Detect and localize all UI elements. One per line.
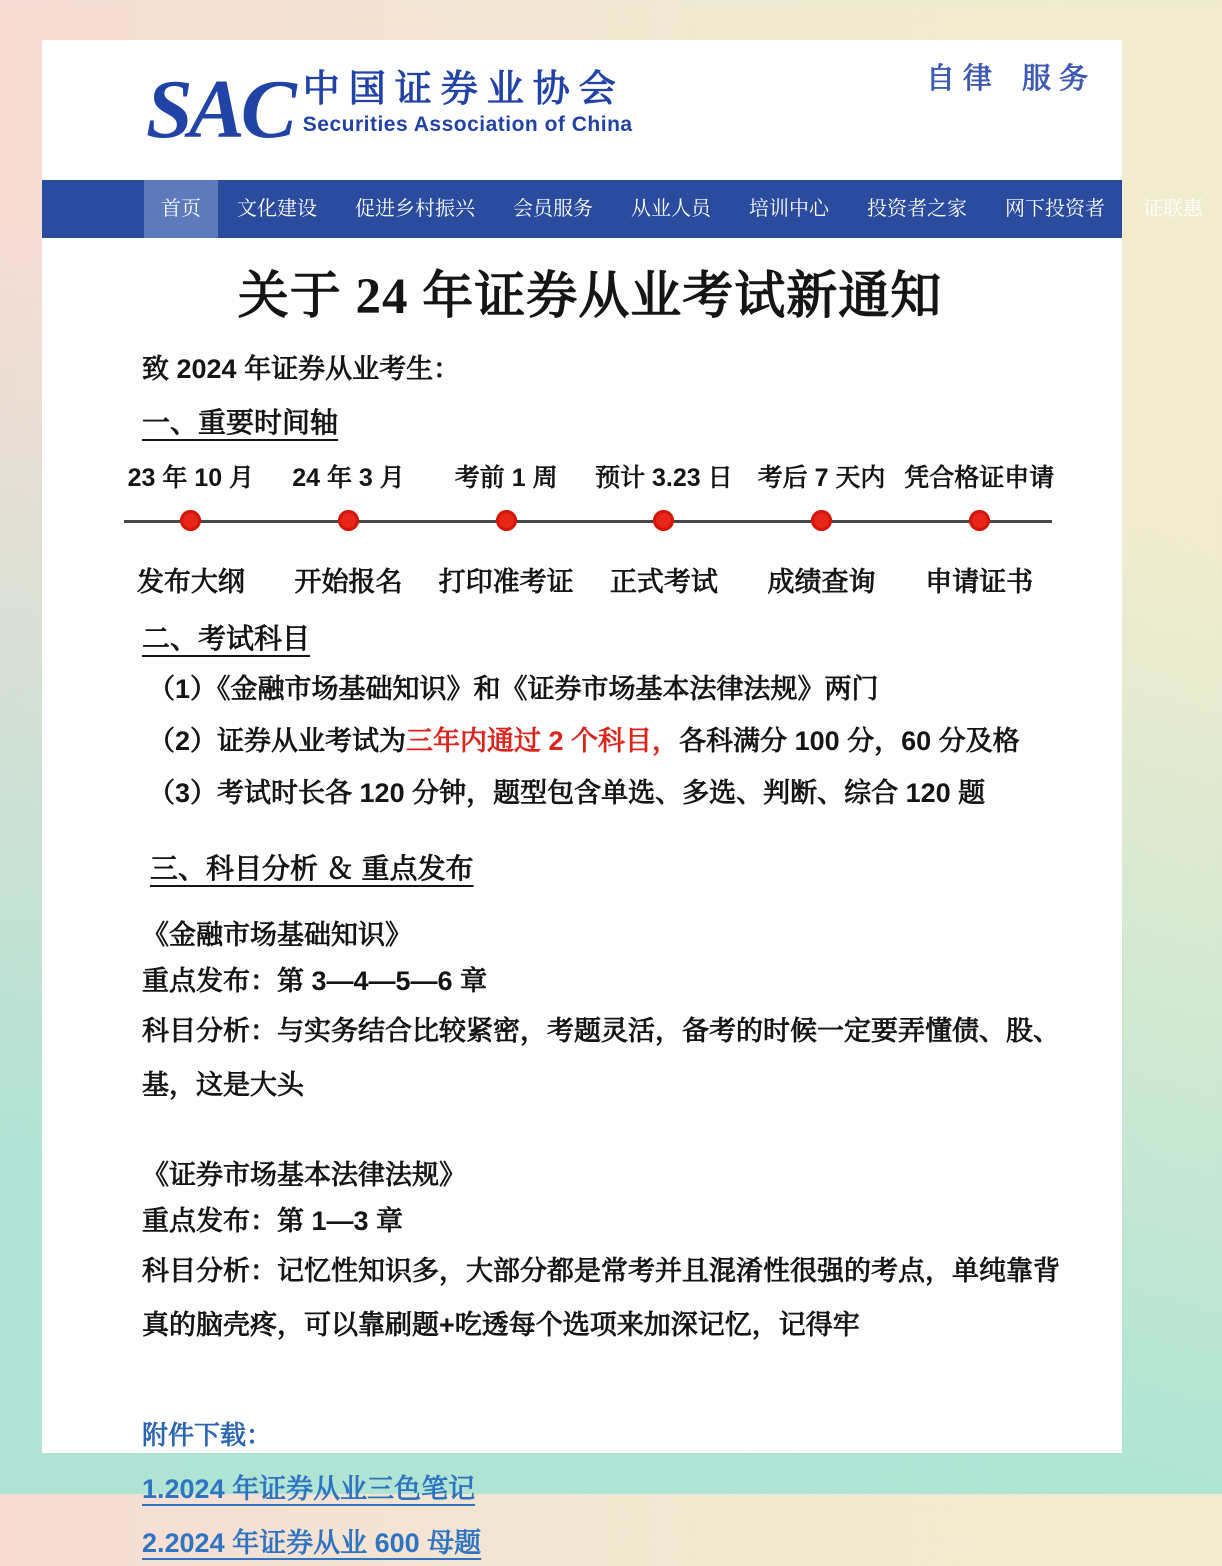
timeline-dot [969, 510, 990, 531]
site-motto [926, 56, 1096, 97]
salutation: 致 2024 年证券从业考生： [142, 354, 461, 384]
sac-logo-chinese-name: 中国证券业协会 [302, 68, 625, 109]
motto-word-2: 服务 [1021, 63, 1096, 95]
section-heading-timeline: 一、重要时间轴 [142, 407, 339, 438]
timeline-dot [338, 510, 359, 531]
exam-item-2: （2）证券从业考试为三年内通过 2 个科目，各科满分 100 分，60 分及格 [148, 726, 1020, 756]
timeline-time: 考后 7 天内 [757, 464, 886, 492]
sac-logo[interactable] [146, 60, 633, 160]
nav-item-investor-home[interactable]: 投资者之家 [867, 198, 967, 220]
nav-item-zhenglianhui[interactable]: 证联惠 [1143, 198, 1203, 220]
timeline-time: 24 年 3 月 [292, 464, 405, 492]
main-nav [42, 180, 1203, 238]
nav-item-culture[interactable]: 文化建设 [237, 198, 317, 220]
page-title: 关于 24 年证券从业考试新通知 [237, 269, 943, 325]
section-heading-subjects: 二、考试科目 [142, 623, 311, 654]
timeline-time: 考前 1 周 [454, 464, 558, 492]
timeline-event: 打印准考证 [438, 567, 574, 597]
subject-focus: 重点发布：第 1—3 章 [142, 1206, 404, 1236]
motto-word-1: 自律 [925, 63, 1000, 95]
attachment-link-notes[interactable]: 1.2024 年证券从业三色笔记 [142, 1474, 476, 1504]
article-content [42, 264, 1122, 1566]
timeline-time: 23 年 10 月 [127, 464, 255, 492]
nav-item-training-center[interactable]: 培训中心 [749, 198, 829, 220]
sac-logo-letters: SAC [146, 63, 293, 156]
nav-item-member-services[interactable]: 会员服务 [513, 198, 593, 220]
exam-item-1: （1）《金融市场基础知识》和《证券市场基本法律法规》两门 [148, 674, 879, 704]
nav-item-rural-revitalization[interactable]: 促进乡村振兴 [355, 198, 475, 220]
nav-item-practitioners[interactable]: 从业人员 [631, 198, 711, 220]
nav-item-offline-investors[interactable]: 网下投资者 [1005, 198, 1105, 220]
timeline-event: 发布大纲 [136, 567, 245, 597]
subject-name: 《金融市场基础知识》 [142, 920, 412, 950]
sac-logo-english-name: Securities Association of China [302, 113, 633, 136]
timeline-event: 开始报名 [294, 567, 403, 597]
timeline-event: 成绩查询 [767, 567, 876, 597]
timeline-dot [653, 510, 674, 531]
page-card [42, 40, 1203, 1558]
timeline-time: 预计 3.23 日 [595, 464, 733, 492]
timeline-dot [180, 510, 201, 531]
nav-item-home[interactable]: 首页 [144, 180, 218, 238]
subject-focus: 重点发布：第 3—4—5—6 章 [142, 966, 488, 996]
subject-analysis: 科目分析：记忆性知识多，大部分都是常考并且混淆性很强的考点，单纯靠背真的脑壳疼，可以靠刷题+吃透每个选项来加深记忆，记得牢 [142, 1256, 1060, 1340]
site-header [42, 40, 1122, 180]
highlighted-rule-text: 三年内通过 2 个科目， [406, 726, 680, 756]
subject-laws-regulations [142, 1152, 1078, 1352]
subject-analysis: 科目分析：与实务结合比较紧密，考题灵活，备考的时候一定要弄懂债、股、基，这是大头 [142, 1016, 1060, 1100]
exam-item-3: （3）考试时长各 120 分钟，题型包含单选、多选、判断、综合 120 题 [148, 778, 986, 808]
timeline-event: 正式考试 [609, 567, 718, 597]
timeline-event: 申请证书 [925, 567, 1034, 597]
subject-finance-basics [142, 912, 1078, 1112]
attachments-section [142, 1412, 1078, 1566]
timeline-time-labels [112, 458, 1058, 498]
subject-name: 《证券市场基本法律法规》 [142, 1160, 466, 1190]
timeline-time: 凭合格证申请 [904, 464, 1055, 492]
timeline-event-labels [112, 544, 1058, 602]
exam-timeline [112, 458, 1058, 602]
attachment-link-questions[interactable]: 2.2024 年证券从业 600 母题 [142, 1528, 482, 1558]
attachments-heading: 附件下载： [142, 1420, 273, 1450]
timeline-dot [496, 510, 517, 531]
section-heading-analysis: 三、科目分析 ＆ 重点发布 [150, 853, 474, 884]
timeline-axis [112, 500, 1058, 544]
timeline-dot [811, 510, 832, 531]
